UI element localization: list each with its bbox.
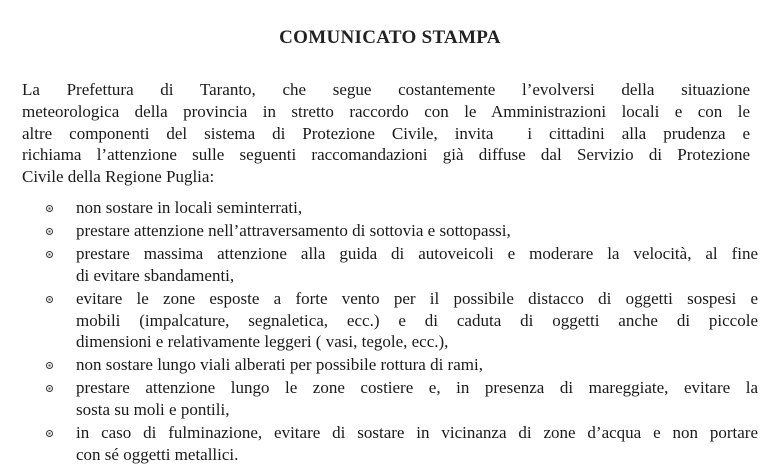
list-item: [22, 422, 758, 466]
intro-line: altre componenti del sistema di Protezione Civile, invita i cittadini alla prudenza e: [22, 123, 750, 143]
list-item-line: prestare massima attenzione alla guida di autoveicoli e moderare la velocità, al fine: [76, 243, 758, 263]
intro-line: La Prefettura di Taranto, che segue costantemente l’evolversi della situazione: [22, 80, 750, 99]
intro-paragraph: [22, 79, 750, 188]
list-item-line: non sostare in locali seminterrati,: [76, 198, 303, 217]
list-item-line: mobili (impalcature, segnaletica, ecc.) e di caduta di oggetti anche di piccole: [76, 310, 758, 330]
list-item-line: con sé oggetti metallici.: [76, 444, 239, 464]
bullet-icon: [46, 385, 53, 392]
intro-line: Civile della Regione Puglia:: [22, 167, 215, 187]
list-item: [22, 354, 758, 376]
list-item: [22, 243, 758, 287]
bullet-icon: [46, 362, 53, 369]
bullet-icon: [46, 430, 53, 437]
intro-line: meteorologica della provincia in stretto raccordo con le Amministrazioni locali e con le: [22, 101, 750, 121]
list-item-line: di evitare sbandamenti,: [76, 265, 235, 285]
list-item-line: sosta su moli e pontili,: [76, 400, 230, 420]
document-title: COMUNICATO STAMPA: [279, 27, 501, 48]
list-item: [22, 220, 758, 242]
list-item-line: non sostare lungo viali alberati per possibile rottura di rami,: [76, 355, 483, 375]
bullet-icon: [46, 251, 53, 258]
list-item-line: prestare attenzione nell’attraversamento di sottovia e sottopassi,: [76, 220, 511, 240]
list-item-line: in caso di fulminazione, evitare di sostare in vicinanza di zone d’acqua e non portare: [76, 423, 758, 443]
recommendations-list: [22, 197, 758, 467]
list-item-line: dimensioni e relativamente leggeri ( vasi, tegole, ecc.),: [76, 332, 449, 352]
list-item-line: evitare le zone esposte a forte vento per il possibile distacco di oggetti sospesi e: [76, 288, 758, 308]
list-item: [22, 377, 758, 421]
intro-line: richiama l’attenzione sulle seguenti raccomandazioni già diffuse dal Servizio di Protezione: [22, 145, 750, 165]
list-item: [22, 197, 758, 219]
bullet-icon: [46, 228, 53, 235]
list-item-line: prestare attenzione lungo le zone costiere e, in presenza di mareggiate, evitare la: [76, 378, 758, 398]
bullet-icon: [46, 205, 53, 212]
bullet-icon: [46, 296, 53, 303]
list-item: [22, 288, 758, 353]
